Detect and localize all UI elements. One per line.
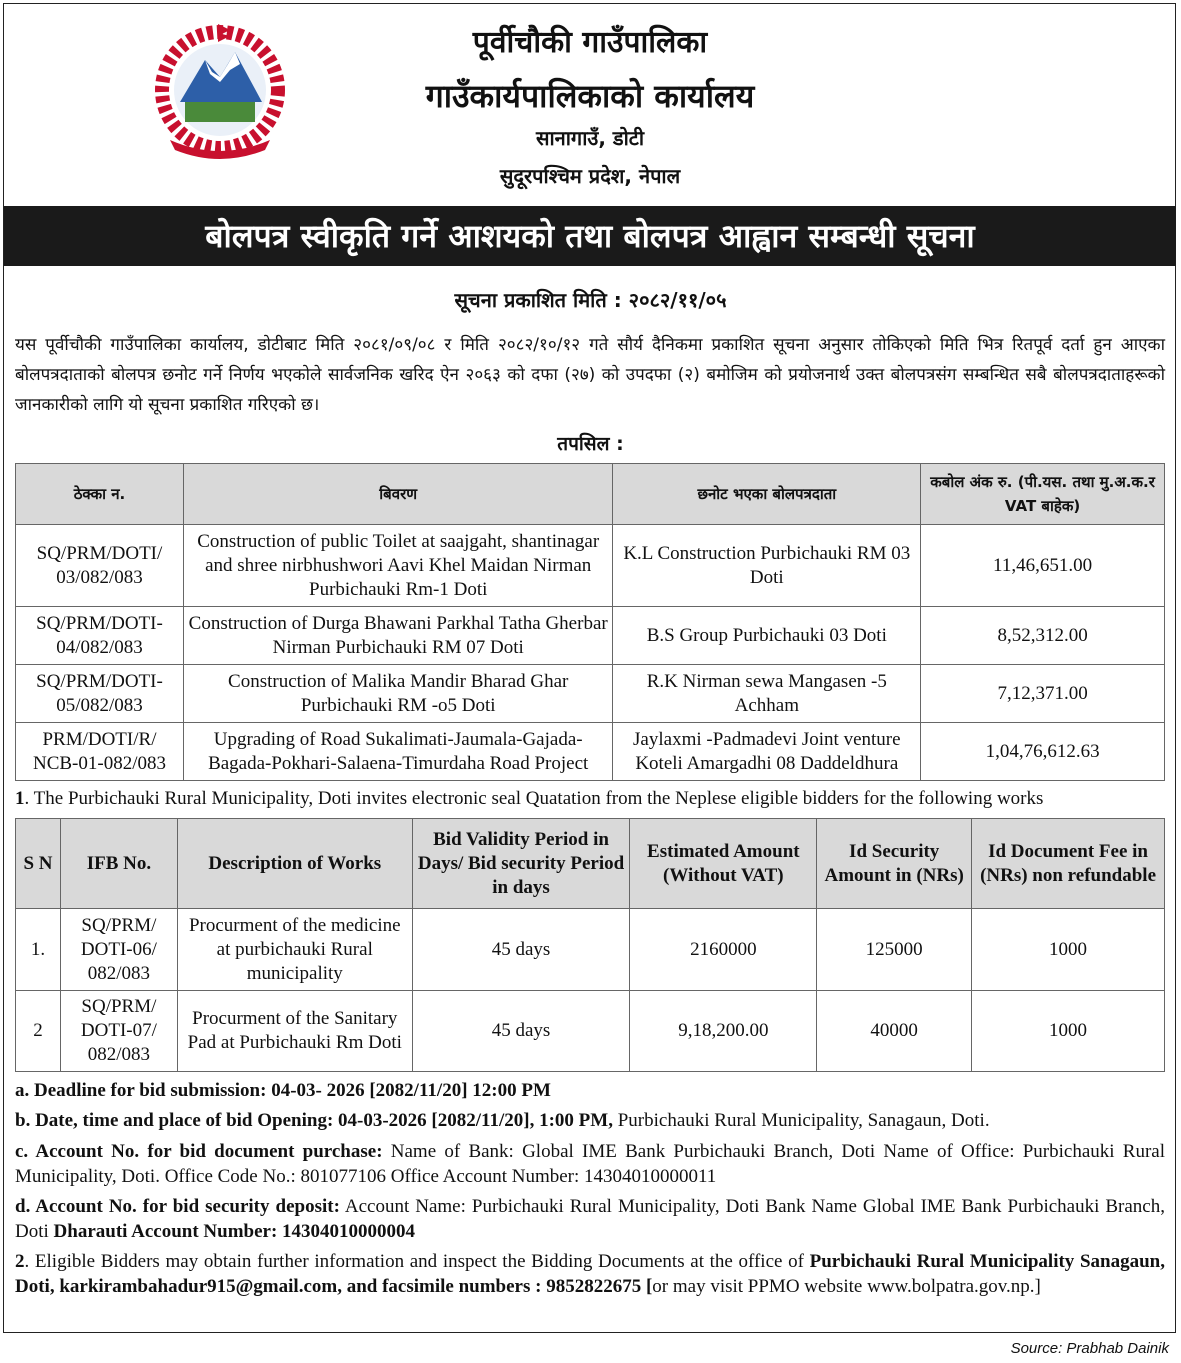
source-credit: Source: Prabhab Dainik [1010,1340,1169,1357]
cell: Upgrading of Road Sukalimati-Jaumala-Gajada-Bagada-Pokhari-Salaena-Timurdaha Road Project [183,723,613,781]
quotation-works-table [15,818,1165,1072]
details-heading: तपसिल : [557,433,624,455]
note-b [15,1108,1165,1133]
security-account-details: Account Name: Purbichauki Rural Municipality, Doti Bank Name Global IME Bank Purbichauki Branch, Doti [15,1196,1165,1242]
table-header-row [16,464,1165,525]
item-number: 2 [15,1251,25,1272]
note-c [15,1139,1165,1189]
note-text: .] [1029,1276,1041,1297]
header-document-fee: Id Document Fee in (NRs) non refundable [972,819,1165,909]
cell: Jaylaxmi -Padmadevi Joint venture Koteli Amargadhi 08 Daddeldhura [613,723,921,781]
cell: 45 days [412,991,630,1072]
header-contract-no: ठेक्का न. [16,464,184,525]
note-d [15,1194,1165,1244]
publication-date: सूचना प्रकाशित मिति : २०८२/११/०५ [454,288,727,312]
notice-title: बोलपत्र स्वीकृति गर्ने आशयको तथा बोलपत्र आह्वान सम्बन्धी सूचना [4,206,1176,266]
table-row [16,991,1165,1072]
header-bid-amount: कबोल अंक रु. (पी.यस. तथा मु.अ.क.र VAT बाहेक) [921,464,1165,525]
dharauti-account-number: Dharauti Account Number: 14304010000004 [53,1221,416,1242]
header-description: Description of Works [177,819,412,909]
header-estimated-amount: Estimated Amount (Without VAT) [630,819,817,909]
item-number: 1 [15,788,25,809]
cell: K.L Construction Purbichauki RM 03 Doti [613,525,921,607]
cell: 11,46,651.00 [921,525,1165,607]
cell: Construction of Malika Mandir Bharad Ghar Purbichauki RM -o5 Doti [183,665,613,723]
cell: 1. [16,909,61,991]
invitation-line [15,786,1165,811]
cell: 1000 [972,991,1165,1072]
cell: Construction of public Toilet at saajgaht, shantinagar and shree nirbhushwori Aavi Khel Maidan Nirman Purbichauki Rm-1 Doti [183,525,613,607]
cell: Procurment of the Sanitary Pad at Purbichauki Rm Doti [177,991,412,1072]
header-bid-security: Id Security Amount in (NRs) [817,819,972,909]
ppmo-website-link[interactable]: www.bolpatra.gov.np [867,1276,1030,1297]
cell: SQ/PRM/ DOTI-06/ 082/083 [60,909,177,991]
table-header-row [16,819,1165,909]
selected-bidders-table [15,463,1165,781]
cell: SQ/PRM/ DOTI-07/ 082/083 [60,991,177,1072]
cell: 40000 [817,991,972,1072]
province: सुदूरपश्चिम प्रदेश, नेपाल [499,164,681,188]
intro-paragraph: यस पूर्वीचौकी गाउँपालिका कार्यालय, डोटीबाट मिति २०८१/०९/०८ र मिति २०८२/१०/१२ गते सौर्य दैनिकमा प्रकाशित सूचना अनुसार तोकिएको मिति भित्र रितपूर्व दर्ता हुन आएका बोलपत्रदाताको बोलपत्र छनोट गर्ने निर्णय भएकोले सार्वजनिक खरिद ऐन २०६३ को दफा (२७) को उपदफा (२) बमोजिम को प्रयोजनार्थ उक्त बोलपत्रसंग सम्बन्धित सबै बोलपत्रदाताहरूको जानकारीको लागि यो सूचना प्रकाशित गरिएको छ। [15,335,1165,415]
header-bid-validity: Bid Validity Period in Days/ Bid security Period in days [412,819,630,909]
header-description: बिवरण [183,464,613,525]
cell: 125000 [817,909,972,991]
table-row [16,525,1165,607]
deadline-text: a. Deadline for bid submission: 04-03- 2026 [2082/11/20] 12:00 PM [15,1080,551,1101]
header-ifb-no: IFB No. [60,819,177,909]
cell: 7,12,371.00 [921,665,1165,723]
cell: 1,04,76,612.63 [921,723,1165,781]
note-label: b. Date, time and place of bid Opening [15,1110,327,1131]
table-row [16,909,1165,991]
cell: 45 days [412,909,630,991]
table-row [16,723,1165,781]
note-2 [15,1249,1165,1299]
cell: 2 [16,991,61,1072]
cell: Procurment of the medicine at purbichauki Rural municipality [177,909,412,991]
note-text: or may visit PPMO website [652,1276,868,1297]
cell: PRM/DOTI/R/ NCB-01-082/083 [16,723,184,781]
table-row [16,607,1165,665]
cell: 2160000 [630,909,817,991]
invitation-text: . The Purbichauki Rural Municipality, Doti invites electronic seal Quatation from the Neplese eligible bidders for the following works [24,788,1044,809]
cell: SQ/PRM/DOTI- 04/082/083 [16,607,184,665]
office-location: सानागाउँ, डोटी [535,126,645,150]
table-row [16,665,1165,723]
cell: R.K Nirman sewa Mangasen -5 Achham [613,665,921,723]
note-label: d. Account No. for bid security deposit: [15,1196,340,1217]
municipality-name: पूर्वीचौकी गाउँपालिका [472,25,708,60]
contact-details: Purbichauki Rural Municipality Sanagaun, Doti, karkirambahadur915@gmail.com, and facsimile numbers : 9852822675 [ [15,1251,1165,1297]
cell: Construction of Durga Bhawani Parkhal Tatha Gherbar Nirman Purbichauki RM 07 Doti [183,607,613,665]
office-name: गाउँकार्यपालिकाको कार्यालय [425,77,755,115]
note-a [15,1078,1165,1103]
cell: 1000 [972,909,1165,991]
cell: SQ/PRM/DOTI- 05/082/083 [16,665,184,723]
note-text: . Eligible Bidders may obtain further information and inspect the Bidding Documents at the office of [24,1251,810,1272]
cell: SQ/PRM/DOTI/ 03/082/083 [16,525,184,607]
header-sn: S N [16,819,61,909]
cell: B.S Group Purbichauki 03 Doti [613,607,921,665]
header-selected-bidder: छनोट भएका बोलपत्रदाता [613,464,921,525]
note-label: c. Account No. for bid document purchase: [15,1141,383,1162]
cell: 8,52,312.00 [921,607,1165,665]
opening-place: Purbichauki Rural Municipality, Sanagaun, Doti. [612,1110,990,1131]
cell: 9,18,200.00 [630,991,817,1072]
opening-datetime: : 04-03-2026 [2082/11/20], 1:00 PM, [326,1110,613,1131]
nepal-emblem-logo [140,22,300,162]
purchase-account-details: Name of Bank: Global IME Bank Purbichauki Branch, Doti Name of Office: Purbichauki Rural Municipality, Doti. Office Code No.: 801077106 Office Account Number: 14304010000011 [15,1141,1165,1187]
